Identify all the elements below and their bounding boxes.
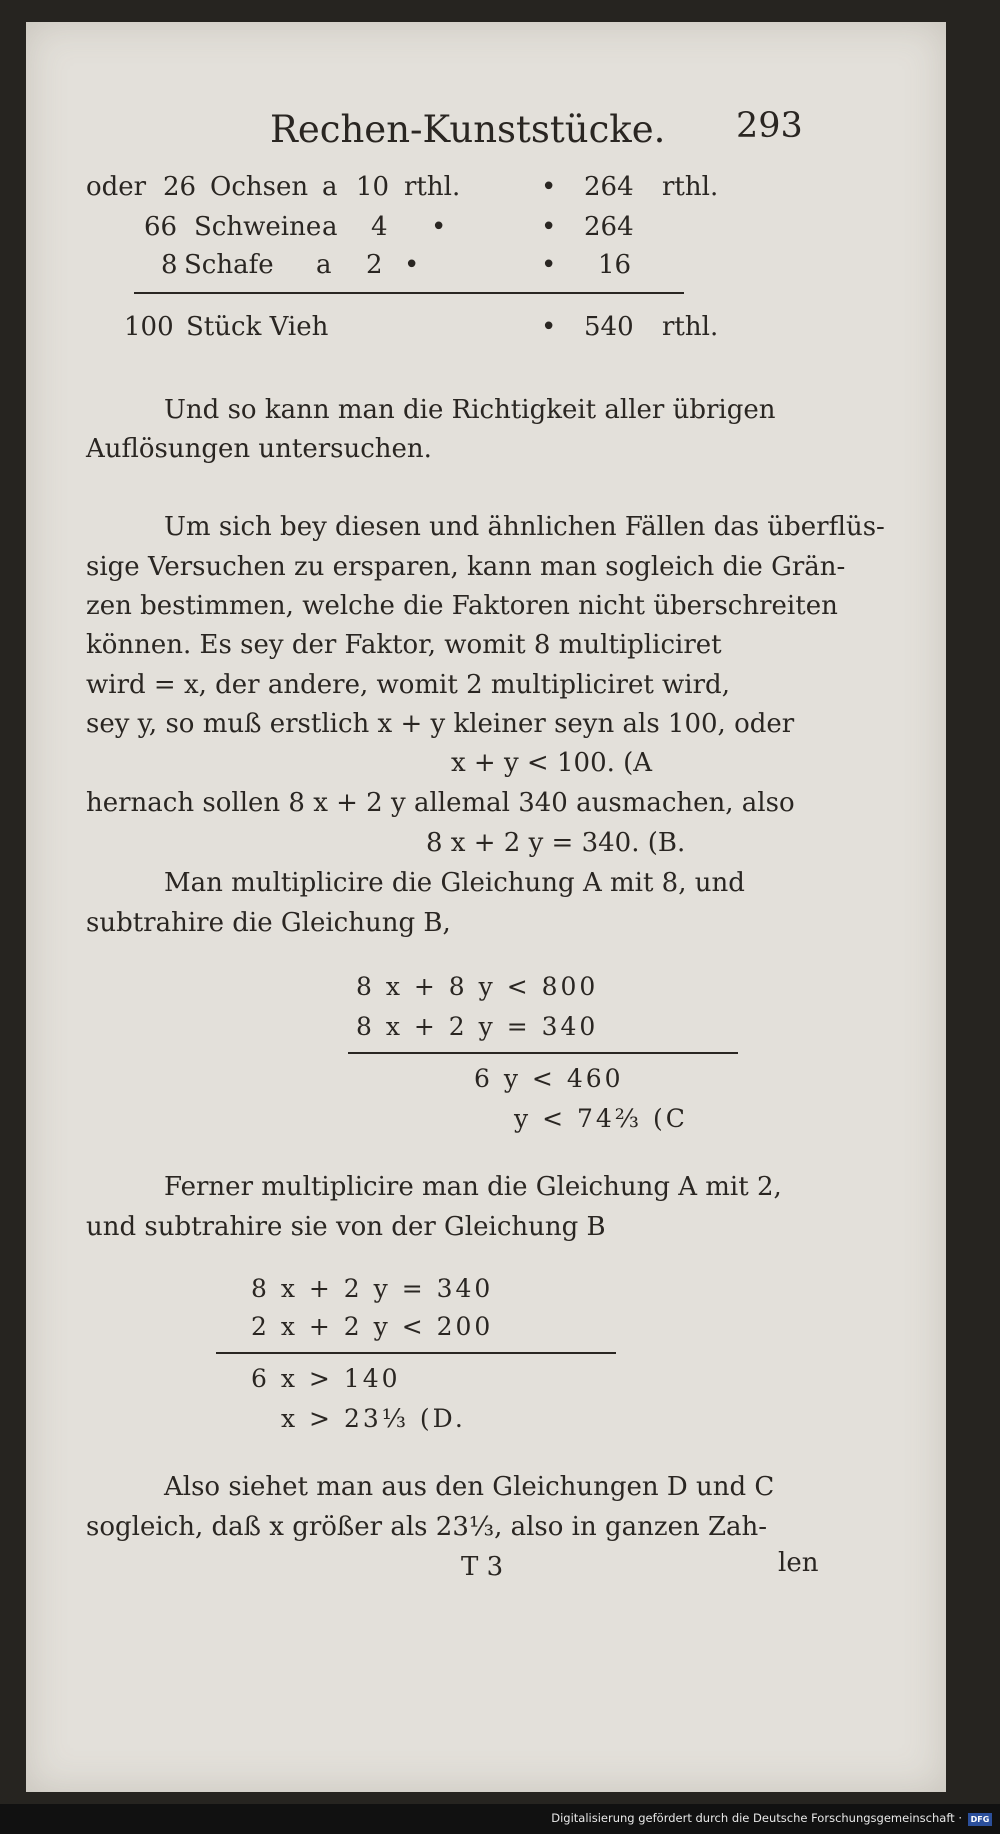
row-animal: Schafe (184, 250, 274, 280)
text-line: Um sich bey diesen und ähnlichen Fällen das überflüs- (164, 512, 885, 542)
text-line: sige Versuchen zu ersparen, kann man sogleich die Grän- (86, 552, 846, 582)
funding-credit: Digitalisierung gefördert durch die Deutsche Forschungsgemeinschaft · (551, 1811, 962, 1825)
row-unit: rthl. (404, 172, 461, 202)
calc-line: 8 x + 2 y = 340 (251, 1274, 494, 1303)
text-line: Auflösungen untersuchen. (86, 434, 432, 464)
text-line: Und so kann man die Richtigkeit aller übrigen (164, 395, 776, 425)
calc-result: x > 23⅓ (D. (281, 1404, 466, 1433)
catchword: len (778, 1548, 819, 1578)
calc-line: 6 x > 140 (251, 1364, 401, 1393)
row-total: 264 (584, 172, 634, 202)
text-line: sey y, so muß erstlich x + y kleiner seyn als 100, oder (86, 709, 795, 739)
row-unit: • (431, 212, 447, 242)
running-title: Rechen-Kunststücke. (270, 108, 666, 151)
dfg-logo: DFG (968, 1813, 992, 1826)
signature-mark: T 3 (461, 1552, 504, 1582)
book-page (26, 22, 946, 1792)
text-line: zen bestimmen, welche die Faktoren nicht überschreiten (86, 591, 838, 621)
text-line: können. Es sey der Faktor, womit 8 multipliciret (86, 630, 722, 660)
sum-total: 540 (584, 312, 634, 342)
calc-rule (216, 1352, 616, 1354)
row-a: a (316, 250, 332, 280)
text-line: wird = x, der andere, womit 2 multipliciret wird, (86, 670, 730, 700)
calc-line: 8 x + 8 y < 800 (356, 972, 599, 1001)
row-total: 16 (598, 250, 632, 280)
row-count: 8 (161, 250, 178, 280)
equation-a: x + y < 100. (A (451, 748, 653, 778)
text-line: Man multiplicire die Gleichung A mit 8, und (164, 868, 745, 898)
equation-b: 8 x + 2 y = 340. (B. (426, 828, 686, 858)
text-line: Also siehet man aus den Gleichungen D und C (164, 1472, 775, 1502)
calc-result: y < 74⅔ (C (514, 1104, 688, 1133)
footer-bar (0, 1804, 1000, 1834)
text-line: Ferner multiplicire man die Gleichung A mit 2, (164, 1172, 782, 1202)
text-line: und subtrahire sie von der Gleichung B (86, 1212, 606, 1242)
sum-label: Stück Vieh (186, 312, 329, 342)
calc-line: 2 x + 2 y < 200 (251, 1312, 494, 1341)
row-price: 4 (371, 212, 388, 242)
row-dot: • (541, 212, 557, 242)
row-price: 10 (356, 172, 390, 202)
row-animal: Ochsen (210, 172, 309, 202)
row-count: 26 (163, 172, 197, 202)
row-count: 66 (144, 212, 178, 242)
row-dot: • (541, 250, 557, 280)
calc-line: 8 x + 2 y = 340 (356, 1012, 599, 1041)
table-sum-rule (134, 292, 684, 294)
row-animal: Schweine (194, 212, 322, 242)
sum-unit: rthl. (662, 312, 719, 342)
sum-count: 100 (124, 312, 174, 342)
text-line: sogleich, daß x größer als 23⅓, also in ganzen Zah- (86, 1512, 768, 1542)
row-dot: • (541, 172, 557, 202)
page-number: 293 (736, 106, 803, 146)
row-unit: • (404, 250, 420, 280)
calc-rule (348, 1052, 738, 1054)
row-total-unit: rthl. (662, 172, 719, 202)
text-line: subtrahire die Gleichung B, (86, 908, 451, 938)
sum-dot: • (541, 312, 557, 342)
calc-line: 6 y < 460 (474, 1064, 624, 1093)
row-a: a (322, 172, 338, 202)
row-price: 2 (366, 250, 383, 280)
row-total: 264 (584, 212, 634, 242)
row-a: a (322, 212, 338, 242)
row-prefix: oder (86, 172, 147, 202)
text-line: hernach sollen 8 x + 2 y allemal 340 ausmachen, also (86, 788, 795, 818)
